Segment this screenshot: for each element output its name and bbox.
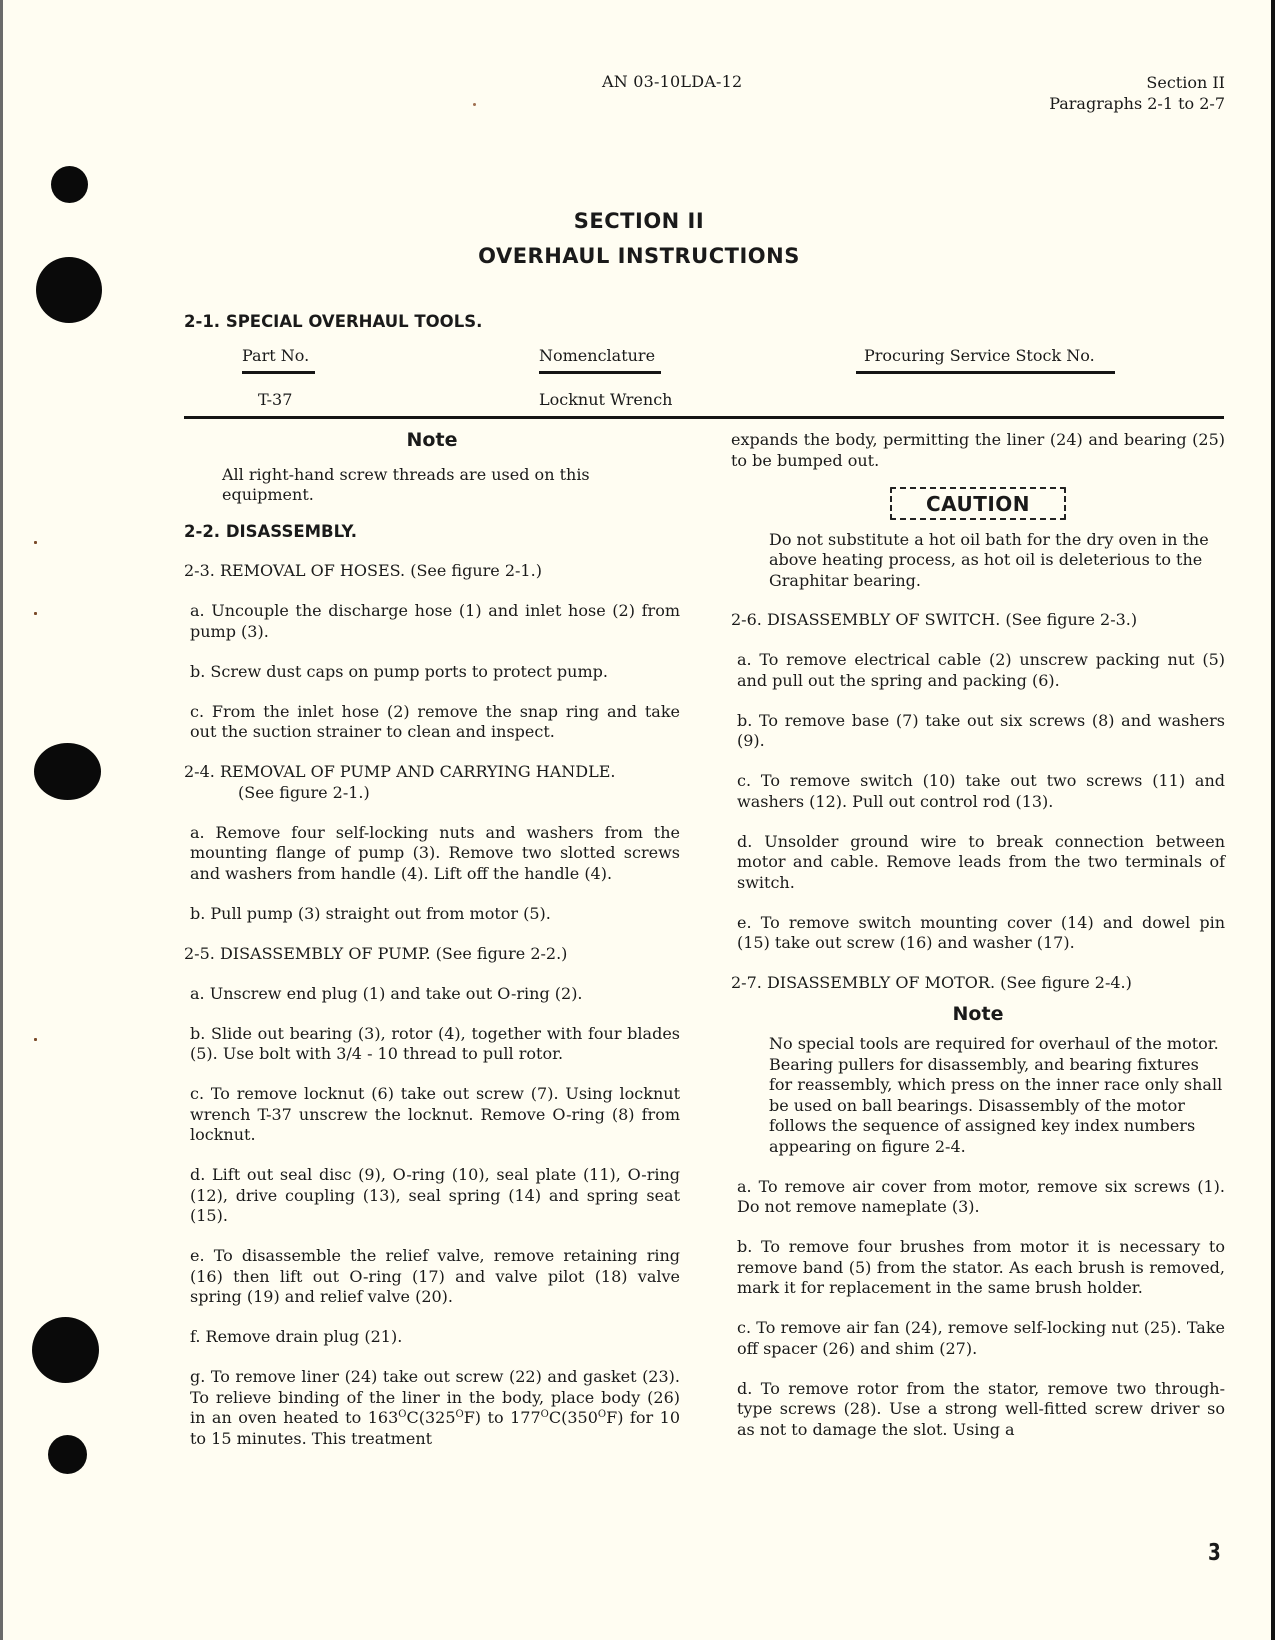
heading-disassembly-of-pump: 2-5. DISASSEMBLY OF PUMP. (See figure 2-2.) <box>184 943 568 963</box>
step-2-5-a: a. Unscrew end plug (1) and take out O-ring (2). <box>190 983 583 1003</box>
step-2-5-c: c. To remove locknut (6) take out screw (7). Using locknut wrench T-37 unscrew the locknut. Remove O-ring (8) from locknut. <box>190 1084 680 1144</box>
tools-column-part-no <box>242 346 315 374</box>
heading-removal-of-pump-and-handle <box>184 762 680 803</box>
caution-label: CAUTION <box>890 487 1066 520</box>
heading-disassembly-of-switch: 2-6. DISASSEMBLY OF SWITCH. (See figure 2-3.) <box>731 610 1138 629</box>
left-column <box>184 430 680 1469</box>
step-2-4-b: b. Pull pump (3) straight out from motor (5). <box>190 903 551 923</box>
step-2-6-e: e. To remove switch mounting cover (14) and dowel pin (15) take out screw (16) and washer (17). <box>737 912 1225 952</box>
note-title: Note <box>406 429 458 451</box>
document-number: AN 03-10LDA-12 <box>602 72 743 91</box>
step-2-6-c: c. To remove switch (10) take out two screws (11) and washers (12). Pull out control rod (13). <box>737 771 1225 811</box>
step-2-7-c: c. To remove air fan (24), remove self-locking nut (25). Take off spacer (26) and shim (27). <box>737 1318 1225 1358</box>
step-2-5-f: f. Remove drain plug (21). <box>190 1327 403 1346</box>
page-number: 3 <box>1208 1540 1221 1566</box>
binder-hole-large-bottom <box>32 1317 99 1383</box>
note-title: Note <box>952 1002 1004 1025</box>
step-2-4-a: a. Remove four self-locking nuts and washers from the mounting flange of pump (3). Remove two slotted screws and washers from handle (4). Lift off the handle (4). <box>190 822 680 883</box>
caution-body: Do not substitute a hot oil bath for the dry oven in the above heating process, as hot oil is deleterious to the Graphitar bearing. <box>769 529 1209 590</box>
paragraph-range: Paragraphs 2-1 to 2-7 <box>1049 94 1225 113</box>
heading-disassembly: 2-2. DISASSEMBLY. <box>184 521 358 541</box>
tools-column-nomenclature <box>539 346 661 374</box>
step-2-7-d: d. To remove rotor from the stator, remove two through-type screws (28). Use a strong well-fitted screw driver so as not to damage the slot. Using a <box>737 1378 1225 1439</box>
step-2-5-g: g. To remove liner (24) take out screw (22) and gasket (23). To relieve binding of the liner in the body, place body (26) in an oven heated to $163^OC(325^OF)$ to $177^OC(350^OF)$ for 10 to 15 minutes. This treatment <box>190 1367 680 1448</box>
step-2-3-a: a. Uncouple the discharge hose (1) and inlet hose (2) from pump (3). <box>190 601 680 641</box>
section-label: Section II <box>1146 73 1225 92</box>
step-2-7-b: b. To remove four brushes from motor it is necessary to remove band (5) from the stator. As each brush is removed, mark it for replacement in the same brush holder. <box>737 1237 1225 1297</box>
section-title: SECTION II <box>573 209 705 233</box>
section-reference <box>1049 72 1225 114</box>
note-body: All right-hand screw threads are used on this equipment. <box>222 464 590 504</box>
tools-column-stock-no <box>864 346 1115 374</box>
margin-mark <box>34 1038 37 1041</box>
page-edge-left <box>0 0 3 1640</box>
header-speck <box>473 103 476 106</box>
column-header: Nomenclature <box>539 346 661 374</box>
margin-mark <box>34 541 37 544</box>
binder-hole-large-middle <box>34 743 101 800</box>
step-2-3-c: c. From the inlet hose (2) remove the snap ring and take out the suction strainer to clean and inspect. <box>190 701 680 741</box>
page-edge-right <box>1271 0 1275 1640</box>
heading-removal-of-hoses: 2-3. REMOVAL OF HOSES. (See figure 2-1.) <box>184 561 542 580</box>
step-2-3-b: b. Screw dust caps on pump ports to protect pump. <box>190 661 608 681</box>
binder-hole-small-bottom <box>48 1435 87 1474</box>
continuation-text: expands the body, permitting the liner (24) and bearing (25) to be bumped out. <box>731 430 1225 470</box>
right-column <box>731 430 1225 1460</box>
heading-line: (See figure 2-1.) <box>238 782 370 802</box>
step-2-5-d: d. Lift out seal disc (9), O-ring (10), seal plate (11), O-ring (12), drive coupling (13), seal spring (14) and spring seat (15). <box>190 1165 680 1225</box>
tool-part-no: T-37 <box>258 390 293 409</box>
step-2-6-b: b. To remove base (7) take out six screws (8) and washers (9). <box>737 710 1225 750</box>
note-body: No special tools are required for overhaul of the motor. Bearing pullers for disassembly, and bearing fixtures for reassembly, which press on the inner race only shall be used on ball bearings. Disassembly of the motor follows the sequence of assigned key index numbers appearing on figure 2-4. <box>769 1034 1223 1156</box>
heading-line: 2-4. REMOVAL OF PUMP AND CARRYING HANDLE. <box>184 762 616 781</box>
step-2-7-a: a. To remove air cover from motor, remove six screws (1). Do not remove nameplate (3). <box>737 1176 1225 1216</box>
step-2-5-b: b. Slide out bearing (3), rotor (4), together with four blades (5). Use bolt with 3/4 - 10 thread to pull rotor. <box>190 1023 680 1063</box>
tool-nomenclature: Locknut Wrench <box>539 390 673 409</box>
column-header: Part No. <box>242 346 315 374</box>
step-2-5-e: e. To disassemble the relief valve, remove retaining ring (16) then lift out O-ring (17) and valve pilot (18) valve spring (19) and relief valve (20). <box>190 1246 680 1306</box>
section-divider <box>184 416 1224 419</box>
heading-disassembly-of-motor: 2-7. DISASSEMBLY OF MOTOR. (See figure 2-4.) <box>731 973 1132 992</box>
column-header: Procuring Service Stock No. <box>856 346 1115 374</box>
heading-special-overhaul-tools: 2-1. SPECIAL OVERHAUL TOOLS. <box>184 312 483 331</box>
caution-box <box>731 487 1225 520</box>
section-subtitle: OVERHAUL INSTRUCTIONS <box>478 244 800 268</box>
margin-mark <box>34 612 37 615</box>
binder-hole-small-top <box>51 166 88 203</box>
step-2-6-d: d. Unsolder ground wire to break connection between motor and cable. Remove leads from the two terminals of switch. <box>737 831 1225 892</box>
step-2-6-a: a. To remove electrical cable (2) unscrew packing nut (5) and pull out the spring and packing (6). <box>737 650 1225 690</box>
